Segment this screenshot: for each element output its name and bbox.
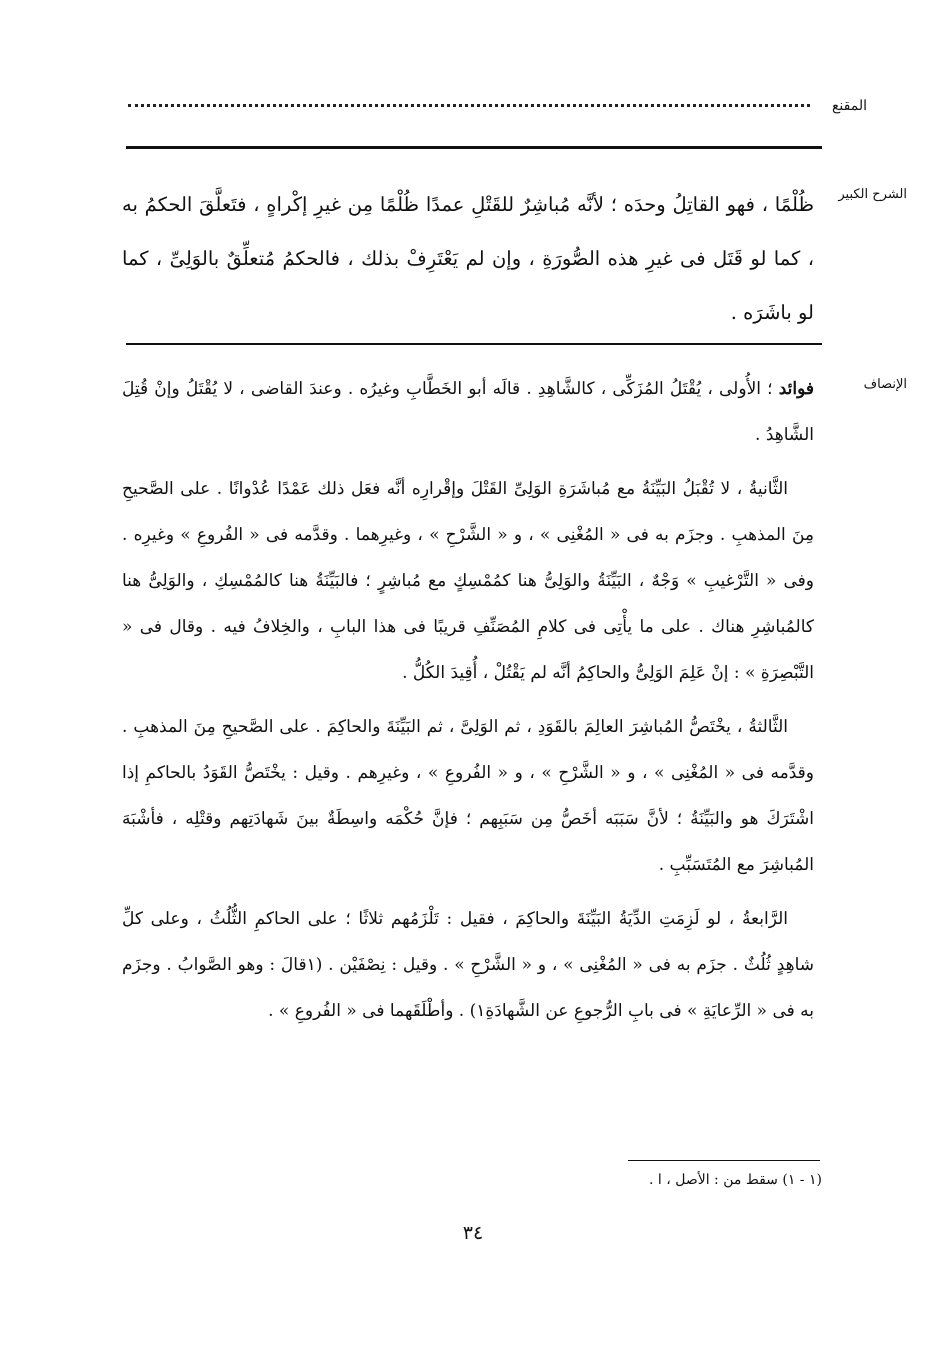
insaf-paragraph-1-text: ؛ الأُولى ، يُقْتَلُ المُزَكِّى ، كالشَّاهِدِ . قالَه أبو الخَطَّابِ وغيرُه . وعندَ القاضى ، لا يُقْتَلُ وإنْ قُتِلَ الشَّاهِدُ . [122, 379, 814, 445]
sharh-text-block: ظُلْمًا ، فهو القاتِلُ وحدَه ؛ لأنَّه مُباشِرٌ للقَتْلِ عمدًا ظُلْمًا مِن غيرِ إكْراهٍ ، فتَعلَّقَ الحكمُ به ، كما لو قَتَل فى غيرِ هذه الصُّورَةِ ، وإن لم يَعْتَرِفْ بذلك ، فالحكمُ مُتعلِّقٌ بالوَلِىِّ ، كما لو باشَرَه . [122, 193, 814, 324]
header-rule [126, 146, 822, 149]
header-title: المقنع [831, 98, 867, 114]
side-label-insaf: الإنصاف [863, 377, 907, 392]
section-divider [126, 343, 822, 345]
footnote: (١ - ١) سقط من : الأصل ، ا . [649, 1172, 822, 1188]
insaf-paragraph-1 [122, 366, 814, 458]
side-label-sharh: الشرح الكبير [838, 187, 907, 202]
insaf-paragraph-4: الرَّابعةُ ، لو لَزِمَتِ الدِّيَةُ البَيِّنَةَ والحاكِمَ ، فقيل : تَلْزَمُهم ثلاثًا ؛ على الحاكمِ الثُّلُثُ ، وعلى كلِّ شاهِدٍ ثُلُثٌ . جزَم به فى « المُغْنِى » ، و « الشَّرْحِ » . وقيل : نِصْفَيْن . (١قالَ : وهو الصَّوابُ . وجزَم به فى « الرِّعايَةِ » فى بابِ الرُّجوعِ عن الشَّهادَةِ١) . وأطْلَقَهما فى « الفُروعِ » . [122, 909, 815, 1021]
insaf-paragraph-2: الثَّانيةُ ، لا تُقْبَلُ البَيِّنَةُ مع مُباشَرَةِ الوَلِىِّ القَتْلَ وإقْرارِه أنَّه فعَل ذلك عَمْدًا عُدْوانًا . على الصَّحيحِ مِنَ المذهبِ . وجزَم به فى « المُغْنِى » ، و « الشَّرْحِ » ، وغيرِهما . وقدَّمه فى « الفُروعِ » وغيرِه . وفى « التَّرْغيبِ » وَجْهٌ ، البَيِّنَةُ والوَلِىُّ هنا كمُمْسِكٍ مع مُباشِرٍ ؛ فالبَيِّنَةُ هنا كالمُمْسِكِ ، والوَلِىُّ هنا كالمُباشِرِ هناك . على ما يأْتِى فى كلامِ المُصَنِّفِ قريبًا فى هذا البابِ ، والخِلافُ فيه . وقال فى « التَّبْصِرَةِ » : إنْ عَلِمَ الوَلِىُّ والحاكِمُ أنَّه لم يَقْتُلْ ، أُقِيدَ الكُلُّ . [122, 479, 814, 683]
page-number: ٣٤ [462, 1222, 484, 1244]
insaf-text-block [122, 366, 814, 1042]
footnote-rule [628, 1160, 820, 1161]
insaf-paragraph-3: الثَّالثةُ ، يخْتَصُّ المُباشِرَ العالِمَ بالقَوَدِ ، ثم الوَلِىَّ ، ثم البَيِّنَةَ والحاكِمَ . على الصَّحيحِ مِنَ المذهبِ . وقدَّمه فى « المُغْنِى » ، و « الشَّرْحِ » ، و « الفُروعِ » ، وغيرِهم . وقيل : يخْتَصُّ القَوَدُ بالحاكمِ إذا اشْتَرَكَ هو والبَيِّنَةُ ؛ لأنَّ سَبَبَه أخَصُّ مِن سَبَبِهم ؛ فإنَّ حُكْمَه واسِطَةٌ بينَ شَهادَتِهم وقتْلِه ، فأشْبَهَ المُباشِرَ مع المُتَسَبِّبِ . [122, 717, 814, 875]
fawaid-heading: فوائد [778, 379, 814, 399]
header-dotted-leader [128, 104, 810, 107]
